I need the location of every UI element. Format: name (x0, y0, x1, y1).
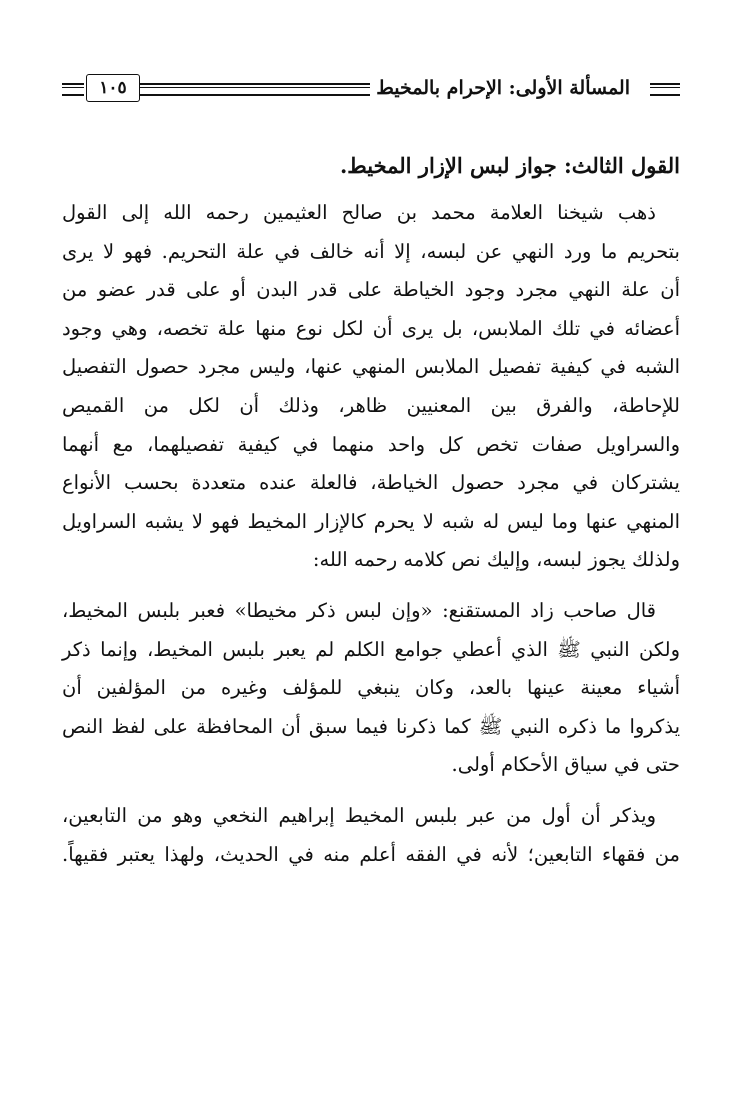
text-line: ولذلك يجوز لبسه، وإليك نص كلامه رحمه الله: (312, 548, 680, 572)
paragraph-3 (62, 797, 680, 874)
text-line: بتحريم ما ورد النهي عن لبسه، إلا أنه خالف في علة التحريم. فهو لا يرى (62, 239, 680, 263)
text-line: للإحاطة، والفرق بين المعنيين ظاهر، وذلك أن لكل من القميص (62, 393, 680, 417)
text-line: من فقهاء التابعين؛ لأنه في الفقه أعلم منه في الحديث، ولهذا يعتبر فقيهاً. (62, 842, 680, 866)
header-rule-right (650, 83, 680, 96)
text-line: المنهي عنها وما ليس له شبه لا يحرم كالإزار المخيط فهو لا يشبه السراويل (62, 509, 680, 533)
text-line: يشتركان في مجرد حصول الخياطة، فالعلة عنده متعددة بحسب الأنواع (62, 471, 680, 495)
text-line: قال صاحب زاد المستقنع: «وإن لبس ذكر مخيطا» فعبر بلبس المخيط، (62, 598, 656, 622)
header-rule-middle (140, 83, 376, 96)
page-body (62, 142, 680, 874)
text-line: ذهب شيخنا العلامة محمد بن صالح العثيمين رحمه الله إلى القول (62, 201, 656, 224)
header-rule-left (62, 83, 84, 96)
paragraph-spacer (62, 785, 680, 797)
section-heading: القول الثالث: جواز لبس الإزار المخيط. (339, 153, 680, 178)
text-line: حتى في سياق الأحكام أولى. (451, 753, 680, 777)
paragraph-2 (62, 592, 680, 785)
text-line: أعضائه في تلك الملابس، بل يرى أن لكل نوع منها علة تخصه، وهي وجود (62, 316, 680, 340)
paragraph-spacer (62, 580, 680, 592)
paragraph-1 (62, 194, 680, 580)
text-line: الشبه في كيفية تفصيل الملابس المنهي عنها، وليس مجرد حصول التفصيل (62, 355, 680, 379)
chapter-title: المسألة الأولى: الإحرام بالمخيط (370, 72, 636, 104)
text-line: أشياء معينة عينها بالعد، وكان ينبغي للمؤلف وغيره من المؤلفين أن (62, 676, 680, 700)
text-line: ويذكر أن أول من عبر بلبس المخيط إبراهيم النخعي وهو من التابعين، (62, 803, 656, 827)
text-line: يذكروا ما ذكره النبي ﷺ كما ذكرنا فيما سبق أن المحافظة على لفظ النص (62, 714, 680, 738)
page-number: ١٠٥ (86, 74, 140, 102)
running-header (62, 72, 680, 108)
text-line: والسراويل صفات تخص كل واحد منهما في كيفية تفصيلهما، مع أنهما (62, 432, 680, 456)
text-line: أن علة النهي مجرد وجود الخياطة على قدر البدن أو على قدر عضو من (62, 278, 680, 302)
text-line: ولكن النبي ﷺ الذي أعطي جوامع الكلم لم يعبر بلبس المخيط، وإنما ذكر (62, 637, 680, 661)
